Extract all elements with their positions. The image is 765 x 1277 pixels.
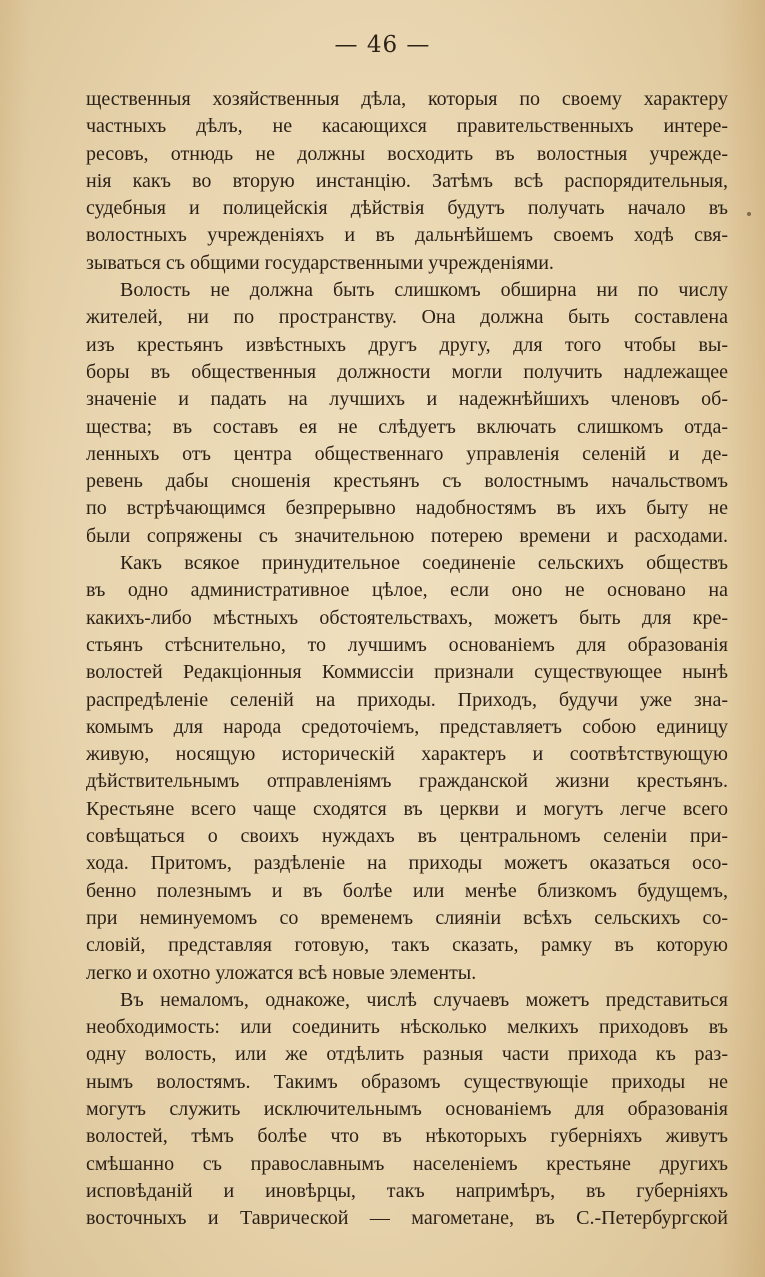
text-line: какихъ-либо мѣстныхъ обстоятельствахъ, можетъ быть для кре- xyxy=(86,606,728,629)
text-line: боры въ общественныя должности могли получить надлежащее xyxy=(86,360,728,383)
text-line: ленныхъ отъ центра общественнаго управленія селеній и де- xyxy=(86,442,728,465)
text-line: Крестьяне всего чаще сходятся въ церкви и могутъ легче всего xyxy=(86,797,728,820)
text-line: нымъ волостямъ. Такимъ образомъ существующіе приходы не xyxy=(86,1070,728,1093)
page-number: — 46 — xyxy=(334,32,431,58)
paragraph-first-line: Волость не должна быть слишкомъ обширна ни по числу xyxy=(120,279,728,302)
text-line: щественныя хозяйственныя дѣла, которыя по своему характеру xyxy=(86,88,728,110)
text-line: волостныхъ учрежденіяхъ и въ дальнѣйшемъ своемъ ходѣ свя- xyxy=(86,224,728,247)
text-line: ревень дабы сношенія крестьянъ съ волостнымъ начальствомъ xyxy=(86,470,728,493)
text-line: комымъ для народа средоточіемъ, представляетъ собою единицу xyxy=(86,715,728,738)
text-line: судебныя и полицейскія дѣйствія будутъ получать начало въ xyxy=(86,197,728,220)
text-line: бенно полезнымъ и въ болѣе или менѣе близкомъ будущемъ, xyxy=(86,879,728,902)
text-line: нія какъ во вторую инстанцію. Затѣмъ всѣ распорядительныя, xyxy=(86,169,728,192)
text-line: частныхъ дѣлъ, не касающихся правительственныхъ интере- xyxy=(86,115,728,138)
text-line: восточныхъ и Таврической — магометане, въ С.-Петербургской xyxy=(86,1207,728,1230)
text-line: смѣшанно съ православнымъ населеніемъ крестьяне другихъ xyxy=(86,1152,728,1175)
text-line: были сопряжены съ значительною потерею времени и расходами. xyxy=(86,524,728,547)
text-line: словій, представляя готовую, такъ сказать, рамку въ которую xyxy=(86,934,728,957)
text-line: значеніе и падать на лучшихъ и надежнѣйшихъ членовъ об- xyxy=(86,388,728,411)
text-line: легко и охотно уложатся всѣ новые элементы. xyxy=(86,961,477,984)
text-line: волостей, тѣмъ болѣе что въ нѣкоторыхъ губерніяхъ живутъ xyxy=(86,1125,728,1148)
text-line: живую, носящую историческій характеръ и соотвѣтствующую xyxy=(86,743,728,766)
text-line: жителей, ни по пространству. Она должна быть составлена xyxy=(86,306,728,329)
text-line: въ одно административное цѣлое, если оно не основано на xyxy=(86,579,728,602)
text-line: ресовъ, отнюдь не должны восходить въ волостныя учрежде- xyxy=(86,142,728,165)
text-line: по встрѣчающимся безпрерывно надобностямъ въ ихъ быту не xyxy=(86,497,728,520)
paragraph-first-line: Какъ всякое принудительное соединеніе сельскихъ обществъ xyxy=(120,552,728,575)
text-line: щества; въ составъ ея не слѣдуетъ включать слишкомъ отда- xyxy=(86,415,728,438)
text-line: зываться съ общими государственными учрежденіями. xyxy=(86,251,554,274)
paragraph-first-line: Въ немаломъ, однакоже, числѣ случаевъ можетъ представиться xyxy=(120,988,728,1011)
text-line: исповѣданій и иновѣрцы, такъ напримѣръ, въ губерніяхъ xyxy=(86,1179,728,1202)
text-line: хода. Притомъ, раздѣленіе на приходы можетъ оказаться осо- xyxy=(86,852,728,875)
text-line: стьянъ стѣснительно, то лучшимъ основаніемъ для образованія xyxy=(86,633,728,656)
text-line: при неминуемомъ со временемъ слияніи всѣхъ сельскихъ со- xyxy=(86,906,728,929)
text-line: изъ крестьянъ извѣстныхъ другъ другу, для того чтобы вы- xyxy=(86,333,728,356)
text-line: могутъ служить исключительнымъ основаніемъ для образованія xyxy=(86,1097,728,1120)
text-line: дѣйствительнымъ отправленіямъ гражданской жизни крестьянъ. xyxy=(86,770,728,793)
text-line: волостей Редакціонныя Коммиссіи признали существующее нынѣ xyxy=(86,661,728,684)
text-line: совѣщаться о своихъ нуждахъ въ центральномъ селеніи при- xyxy=(86,825,728,848)
text-line: необходимость: или соединить нѣсколько мелкихъ приходовъ въ xyxy=(86,1016,728,1039)
text-line: распредѣленіе селеній на приходы. Приходъ, будучи уже зна- xyxy=(86,688,728,711)
text-line: одну волость, или же отдѣлить разныя части прихода къ раз- xyxy=(86,1043,728,1066)
body-text xyxy=(86,86,728,1232)
paper-spot xyxy=(747,212,751,216)
